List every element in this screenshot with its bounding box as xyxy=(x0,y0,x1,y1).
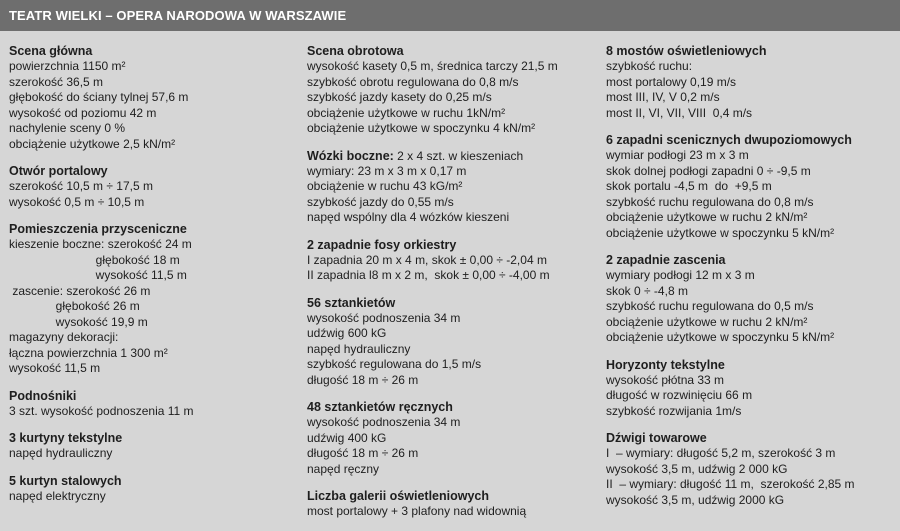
spec-line: napęd ręczny xyxy=(307,461,380,476)
spec-line: obciążenie użytkowe w spoczynku 4 kN/m² xyxy=(307,121,536,135)
spec-line: obciążenie użytkowe w ruchu 2 kN/m² xyxy=(606,210,808,224)
spec-line: napęd hydrauliczny xyxy=(9,446,113,460)
spec-line: wysokość płótna 33 m xyxy=(606,372,725,387)
spec-line: obciążenie użytkowe w ruchu 1kN/m² xyxy=(307,105,506,120)
spec-line: I – wymiary: długość 5,2 m, szerokość 3 m xyxy=(606,446,836,460)
spec-line: obciążenie w ruchu 43 kG/m² xyxy=(307,179,463,193)
section-title: Pomieszczenia przyscenicznе xyxy=(9,222,187,236)
column-2 xyxy=(307,43,592,531)
spec-line: szerokość 36,5 m xyxy=(9,74,104,89)
spec-section xyxy=(606,43,896,121)
spec-line: głębokość 26 m xyxy=(9,299,140,313)
spec-section xyxy=(307,399,592,477)
spec-line: wysokość 19,9 m xyxy=(9,314,148,329)
spec-section xyxy=(606,132,896,241)
section-title: 5 kurtyn stalowych xyxy=(9,473,122,488)
spec-line: szybkość ruchu regulowana do 0,5 m/s xyxy=(606,299,814,313)
spec-line: szybkość obrotu regulowana do 0,8 m/s xyxy=(307,74,519,89)
spec-line: powierzchnia 1150 m² xyxy=(9,59,126,73)
section-title: Podnośniki xyxy=(9,388,77,403)
spec-line: obciążenie użytkowe w spoczynku 5 kN/m² xyxy=(606,330,835,344)
spec-line: magazyny dekoracji: xyxy=(9,330,119,344)
spec-line: wysokość 11,5 m xyxy=(9,361,101,375)
section-title: Dźwigi towarowe xyxy=(606,431,707,445)
spec-line: wysokość podnoszenia 34 m xyxy=(307,310,461,325)
spec-line: głębokość do ściany tylnej 57,6 m xyxy=(9,90,189,104)
spec-line: wysokość kasety 0,5 m, średnica tarczy 21,5 m xyxy=(307,59,558,73)
spec-section xyxy=(307,488,592,520)
section-title-bold: Wózki boczne: xyxy=(307,148,394,163)
spec-line: szybkość rozwijania 1m/s xyxy=(606,403,742,418)
section-title: Liczba galerii oświetleniowych xyxy=(307,489,489,503)
spec-line: szybkość jazdy do 0,55 m/s xyxy=(307,194,454,209)
spec-line: II zapadnia l8 m x 2 m, skok ± 0,00 ÷ -4,00 m xyxy=(307,268,550,282)
section-title: Otwór portalowy xyxy=(9,164,108,178)
spec-line: szybkość jazdy kasety do 0,25 m/s xyxy=(307,90,492,104)
spec-line: szybkość ruchu: xyxy=(606,59,693,73)
section-title: 6 zapadni scenicznych dwupoziomowych xyxy=(606,133,852,147)
spec-line: długość w rozwinięciu 66 m xyxy=(606,388,753,402)
spec-line: wysokość 0,5 m ÷ 10,5 m xyxy=(9,194,145,209)
column-3 xyxy=(606,43,896,519)
spec-line: wymiary: 23 m x 3 m x 0,17 m xyxy=(307,163,467,178)
spec-line: szerokość 10,5 m ÷ 17,5 m xyxy=(9,179,153,193)
spec-section xyxy=(9,163,294,210)
spec-line: 3 szt. wysokość podnoszenia 11 m xyxy=(9,403,194,418)
spec-line: napęd wspólny dla 4 wózków kieszeni xyxy=(307,210,510,224)
spec-section xyxy=(606,430,896,508)
spec-line: II – wymiary: długość 11 m, szerokość 2,85 m xyxy=(606,477,855,491)
section-title-rest: 2 x 4 szt. w kieszeniach xyxy=(393,148,524,163)
spec-section xyxy=(9,473,294,505)
spec-section xyxy=(9,388,294,420)
spec-line: most II, VI, VII, VIII 0,4 m/s xyxy=(606,105,753,120)
spec-line: wysokość 11,5 m xyxy=(9,268,187,282)
spec-line: głębokość 18 m xyxy=(9,252,180,267)
section-title: Horyzonty tekstylne xyxy=(606,357,725,372)
spec-section xyxy=(307,148,592,226)
spec-section xyxy=(307,43,592,137)
spec-line: kieszenie boczne: szerokość 24 m xyxy=(9,237,192,251)
spec-line: długość 18 m ÷ 26 m xyxy=(307,372,419,387)
spec-line: udźwig 600 kG xyxy=(307,326,387,340)
section-title: 2 zapadnie zascenia xyxy=(606,253,726,267)
content-columns xyxy=(0,31,900,528)
spec-line: skok dolnej podłogi zapadni 0 ÷ -9,5 m xyxy=(606,163,811,178)
spec-line: I zapadnia 20 m x 4 m, skok ± 0,00 ÷ -2,04 m xyxy=(307,252,547,267)
spec-line: napęd elektryczny xyxy=(9,488,106,503)
spec-line: most portalowy 0,19 m/s xyxy=(606,74,737,89)
section-title: 56 sztankietów xyxy=(307,295,396,310)
section-title: 8 mostów oświetleniowych xyxy=(606,44,767,58)
spec-line: obciążenie użytkowe w ruchu 2 kN/m² xyxy=(606,314,808,329)
spec-line: szybkość regulowana do 1,5 m/s xyxy=(307,357,482,371)
spec-line: skok 0 ÷ -4,8 m xyxy=(606,283,688,298)
spec-section xyxy=(9,221,294,377)
spec-line: wysokość podnoszenia 34 m xyxy=(307,415,461,429)
spec-line: wysokość od poziomu 42 m xyxy=(9,105,157,120)
spec-line: długość 18 m ÷ 26 m xyxy=(307,446,419,460)
spec-section xyxy=(307,237,592,284)
page-header xyxy=(0,0,900,31)
spec-line: wymiar podłogi 23 m x 3 m xyxy=(606,148,749,162)
spec-line: obciążenie użytkowe w spoczynku 5 kN/m² xyxy=(606,225,835,240)
spec-line: wysokość 3,5 m, udźwig 2000 kG xyxy=(606,492,785,507)
spec-line: nachylenie sceny 0 % xyxy=(9,121,126,135)
spec-line: most III, IV, V 0,2 m/s xyxy=(606,90,720,104)
spec-section xyxy=(9,43,294,152)
spec-line: wymiary podłogi 12 m x 3 m xyxy=(606,268,755,282)
spec-section xyxy=(9,430,294,462)
spec-line: szybkość ruchu regulowana do 0,8 m/s xyxy=(606,194,814,209)
spec-line: łączna powierzchnia 1 300 m² xyxy=(9,345,168,360)
spec-section xyxy=(606,357,896,420)
section-title: 48 sztankietów ręcznych xyxy=(307,400,453,414)
spec-line: udźwig 400 kG xyxy=(307,430,387,445)
spec-line: most portalowy + 3 plafony nad widownią xyxy=(307,504,527,518)
spec-line: napęd hydrauliczny xyxy=(307,341,411,356)
section-title: 2 zapadnie fosy orkiestry xyxy=(307,237,457,252)
spec-section xyxy=(307,295,592,389)
section-title: Scena główna xyxy=(9,44,93,58)
section-title xyxy=(307,148,592,164)
header-title: TEATR WIELKI – OPERA NARODOWA W WARSZAWIE xyxy=(9,8,347,23)
spec-line: wysokość 3,5 m, udźwig 2 000 kG xyxy=(606,461,788,476)
spec-section xyxy=(606,252,896,346)
spec-line: skok portalu -4,5 m do +9,5 m xyxy=(606,179,772,193)
section-title: 3 kurtyny tekstylne xyxy=(9,431,123,445)
spec-line: zascenie: szerokość 26 m xyxy=(9,283,151,298)
spec-line: obciążenie użytkowe 2,5 kN/m² xyxy=(9,136,176,151)
section-title: Scena obrotowa xyxy=(307,44,404,58)
column-1 xyxy=(9,43,294,515)
